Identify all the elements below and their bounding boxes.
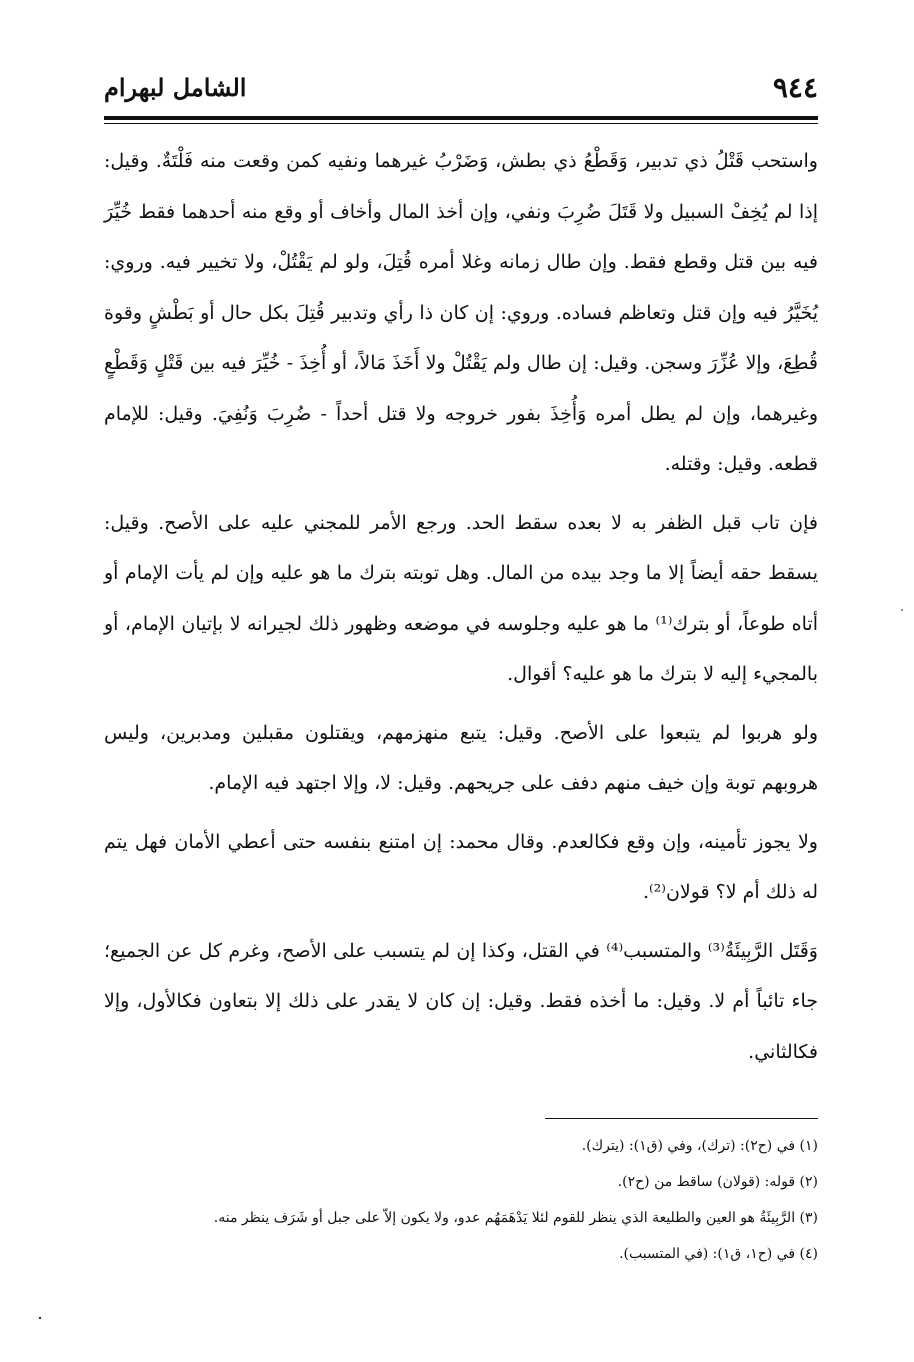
footnote-2: (٢) قوله: (قولان) ساقط من (ح٢). — [617, 1174, 818, 1190]
footnote-1: (١) في (ح٢): (ترك)، وفي (ق١): (يترك). — [581, 1138, 818, 1154]
footnote-3: (٣) الرَّبِيئَةُ هو العين والطليعة الذي ينظر للقوم لئلا يَدْهَمَهُم عدو، ولا يكون إلاّ على جبل أو شَرَف ينظر منه. — [213, 1210, 818, 1226]
book-title: الشامل لبهرام — [104, 73, 247, 102]
paragraph: ولا يجوز تأمينه، وإن وقع فكالعدم. وقال محمد: إن امتنع بنفسه حتى أعطي الأمان فهل يتم له ذلك أم لا؟ قولان⁽²⁾. — [104, 830, 818, 903]
page-number: ٩٤٤ — [772, 71, 818, 104]
paragraph: فإن تاب قبل الظفر به لا بعده سقط الحد. ورجع الأمر للمجني عليه على الأصح. وقيل: يسقط حقه أيضاً إلا ما وجد بيده من المال. وهل توبته بترك ما هو عليه وإن لم يأت الإمام أو أتاه طوعاً، أو بترك⁽¹⁾ ما هو عليه وجلوسه في موضعه وظهور ذلك لجيرانه لا بإتيان الإمام، أو بالمجيء إليه لا بترك ما هو عليه؟ أقوال. — [104, 511, 818, 685]
paragraph: ولو هربوا لم يتبعوا على الأصح. وقيل: يتبع منهزمهم، ويقتلون مقبلين ومدبرين، وليس هروبهم توبة وإن خيف منهم دفف على جريحهم. وقيل: لا، وإلا اجتهد فيه الإمام. — [104, 721, 818, 794]
paragraph: وَقَتَل الرَّبِيئَةُ⁽³⁾ والمتسبب⁽⁴⁾ في القتل، وكذا إن لم يتسبب على الأصح، وغرم كل عن الجميع؛ جاء تائباً أم لا. وقيل: ما أخذه فقط. وقيل: إن كان لا يقدر على ذلك إلا بتعاون فكالأول، وإلا فكالثاني. — [104, 939, 818, 1063]
footnote-4: (٤) في (ح١، ق١): (في المتسبب). — [619, 1246, 818, 1262]
paragraph: واستحب قَتْلُ ذي تدبير، وَقَطْعُ ذي بطش، وَضَرْبُ غيرهما ونفيه كمن وقعت منه فَلْتَةٌ. وقيل: إذا لم يُخِفْ السبيل ولا قَتَلَ ضُرِبَ ونفي، وإن أخذ المال وأخاف أو وقع منه أحدهما فقط خُيِّرَ فيه بين قتل وقطع فقط. وإن طال زمانه وغلا أمره قُتِلَ، ولو لم يَقْتُلْ، ولا تخيير فيه. وروي: يُخَيَّرُ فيه وإن قتل وتعاظم فساده. وروي: إن كان ذا رأي وتدبير قُتِلَ بكل حال أو بَطْشٍ وقوة قُطِعَ، وإلا عُزِّرَ وسجن. وقيل: إن طال ولم يَقْتُلْ ولا أَخَذَ مَالاً، أو أُخِذَ - خُيِّرَ فيه بين قَتْلٍ وَقَطْعٍ وغيرهما، وإن لم يطل أمره وَأُخِذَ بفور خروجه ولا قتل أحداً - ضُرِبَ وَنُفِيَ. وقيل: للإمام قطعه. وقيل: وقتله. — [104, 150, 818, 475]
